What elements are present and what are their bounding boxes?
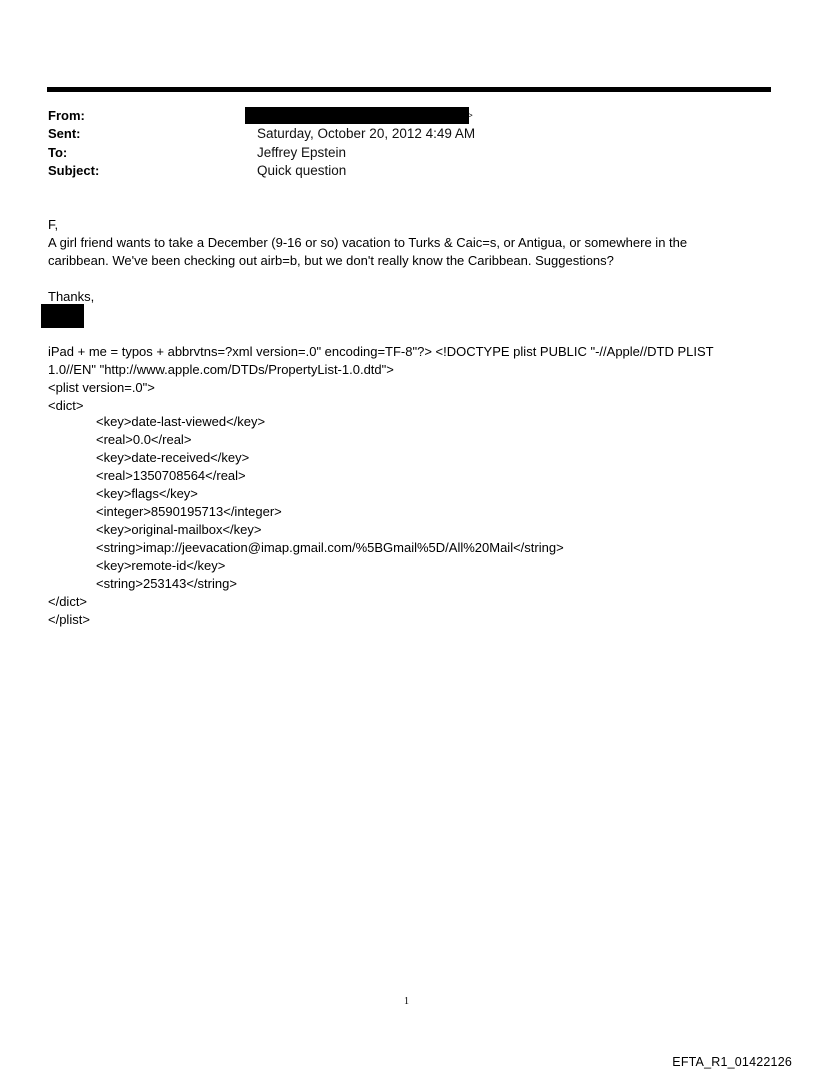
plist-header-line-2: 1.0//EN" "http://www.apple.com/DTDs/PropertyList-1.0.dtd"> [48,362,394,377]
subject-value: Quick question [257,163,347,178]
paragraph-line-1: A girl friend wants to take a December (9-16 or so) vacation to Turks & Caic=s, or Antigua, or somewhere in the [48,235,688,250]
sent-label: Sent: [48,126,81,141]
plist-entry: <key>flags</key> [96,486,198,501]
paragraph-line-2: caribbean. We've been checking out airb=b, but we don't really know the Caribbean. Suggestions? [48,253,614,268]
plist-entry: <key>remote-id</key> [96,558,226,573]
plist-entry: <string>imap://jeevacation@imap.gmail.com/%5BGmail%5D/All%20Mail</string> [96,540,564,555]
to-value: Jeffrey Epstein [257,145,347,160]
from-redaction [245,107,469,124]
plist-entry: <key>date-received</key> [96,450,250,465]
plist-entry: <integer>8590195713</integer> [96,504,282,519]
from-label: From: [48,108,85,123]
signature-redaction [41,304,84,328]
plist-close-tag: </plist> [48,612,90,627]
plist-entry: <key>date-last-viewed</key> [96,414,266,429]
plist-entry: <string>253143</string> [96,576,237,591]
dict-close-tag: </dict> [48,594,88,609]
closing: Thanks, [48,289,95,304]
to-label: To: [48,145,68,160]
redaction-edge-mark: > [468,111,473,120]
header-divider [47,87,771,92]
plist-entry: <real>1350708564</real> [96,468,246,483]
plist-entry: <real>0.0</real> [96,432,192,447]
sent-value: Saturday, October 20, 2012 4:49 AM [257,126,476,141]
dict-open-tag: <dict> [48,398,84,413]
page-number: 1 [404,996,409,1007]
plist-open-tag: <plist version=.0"> [48,380,155,395]
subject-label: Subject: [48,163,100,178]
plist-header-line-1: iPad + me = typos + abbrvtns=?xml version=.0" encoding=TF-8"?> <!DOCTYPE plist PUBLIC "-//Apple//DTD PLIST [48,344,714,359]
plist-entry: <key>original-mailbox</key> [96,522,262,537]
document-id: EFTA_R1_01422126 [672,1055,792,1069]
salutation: F, [48,217,59,232]
